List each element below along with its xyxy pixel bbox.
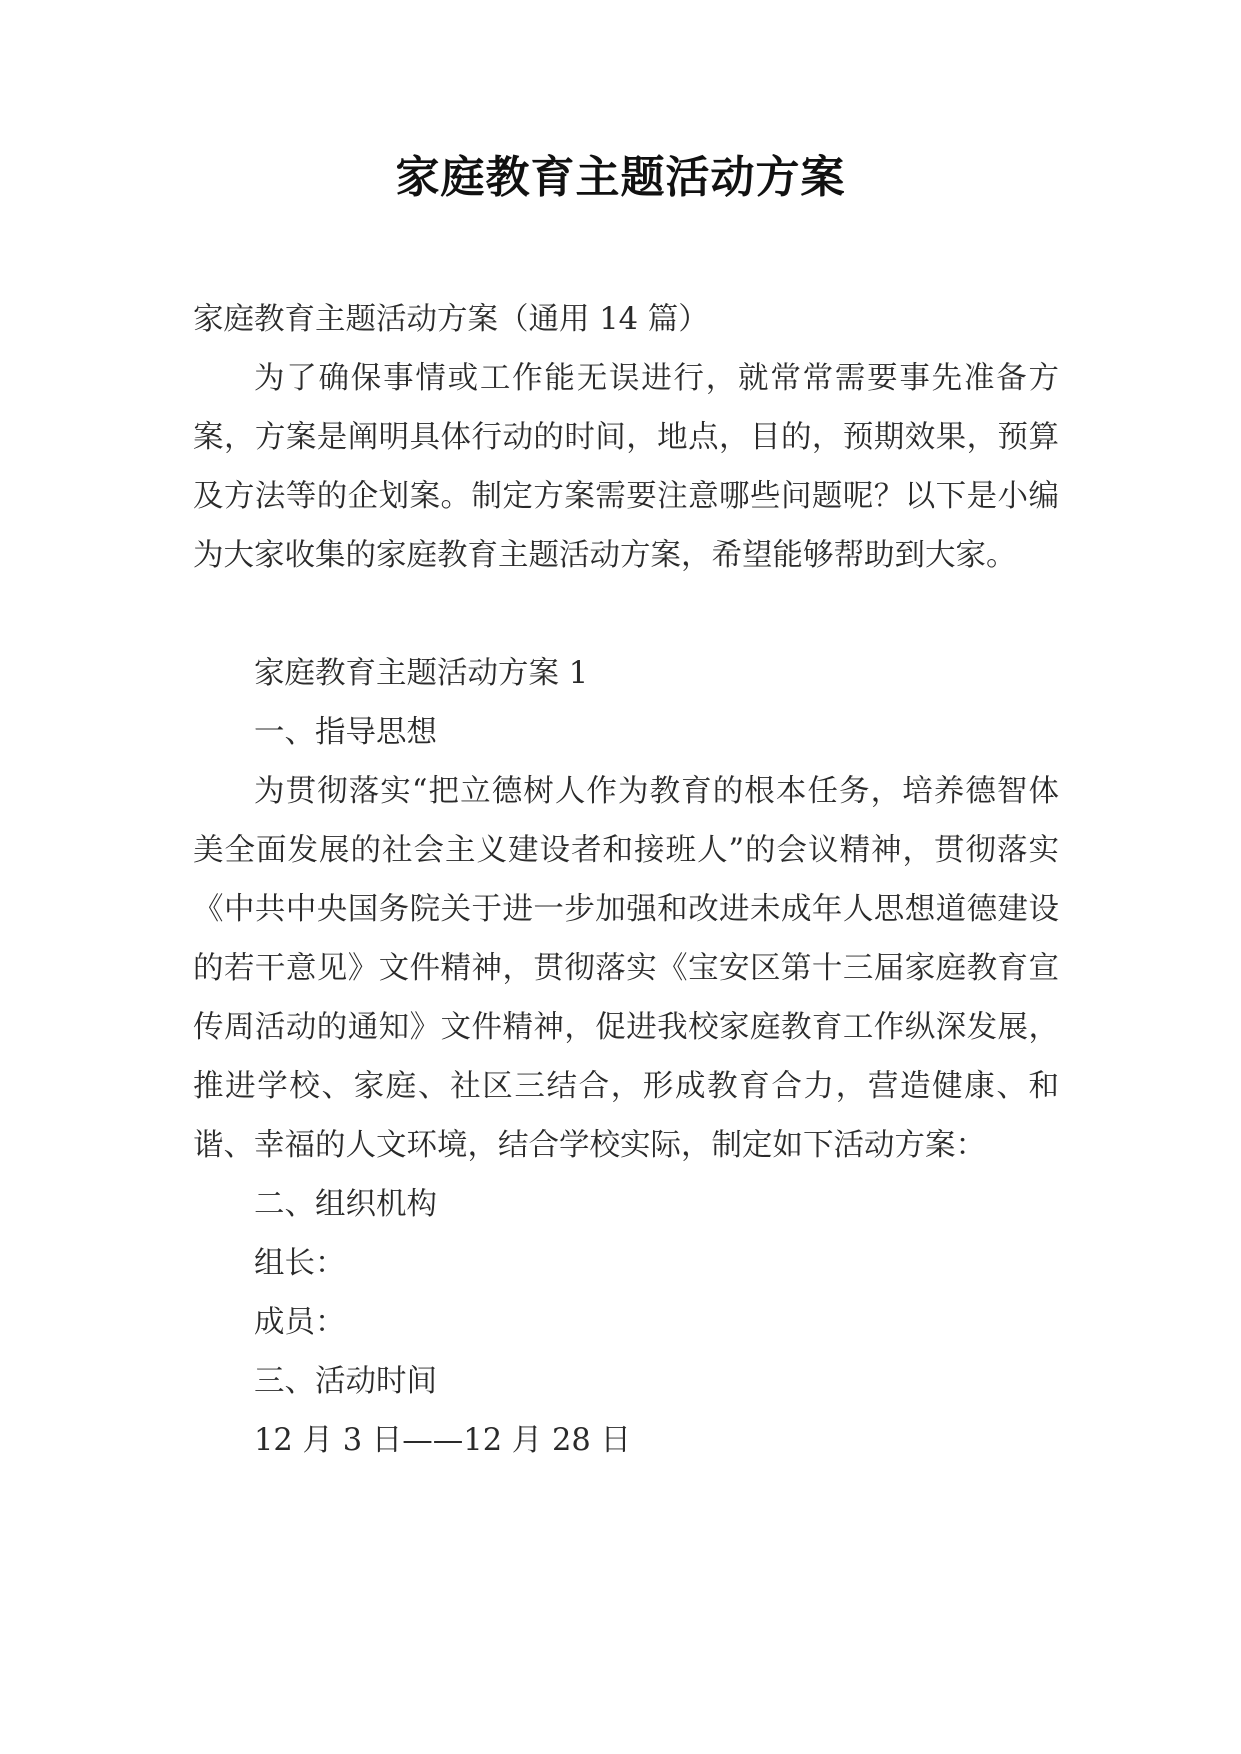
- document-subtitle: 家庭教育主题活动方案（通用 14 篇）: [193, 302, 709, 337]
- guiding-idea-paragraph: 为贯彻落实“把立德树人作为教育的根本任务，培养德智体美全面发展的社会主义建设者和接班人”的会议精神，贯彻落实《中共中央国务院关于进一步加强和改进未成年人思想道德建设的若干意见》文件精神，贯彻落实《宝安区第十三届家庭教育宣传周活动的通知》文件精神，促进我校家庭教育工作纵深发展，推进学校、家庭、社区三结合，形成教育合力，营造健康、和谐、幸福的人文环境，结合学校实际，制定如下活动方案：: [193, 774, 1059, 1163]
- member-label: 成员：: [254, 1305, 346, 1340]
- paragraph-gap: [193, 585, 1059, 644]
- activity-time-value: 12 月 3 日——12 月 28 日: [254, 1423, 632, 1458]
- document-title: 家庭教育主题活动方案: [395, 152, 846, 203]
- intro-paragraph: 为了确保事情或工作能无误进行，就常常需要事先准备方案，方案是阐明具体行动的时间，地点，目的，预期效果，预算及方法等的企划案。制定方案需要注意哪些问题呢？以下是小编为大家收集的家庭教育主题活动方案，希望能够帮助到大家。: [193, 361, 1059, 573]
- heading-activity-time: 三、活动时间: [254, 1364, 437, 1399]
- heading-guiding-idea: 一、指导思想: [254, 715, 437, 750]
- section-title: 家庭教育主题活动方案 1: [254, 656, 589, 691]
- document-body: [193, 290, 1059, 1470]
- leader-label: 组长：: [254, 1246, 346, 1281]
- heading-organization: 二、组织机构: [254, 1187, 437, 1222]
